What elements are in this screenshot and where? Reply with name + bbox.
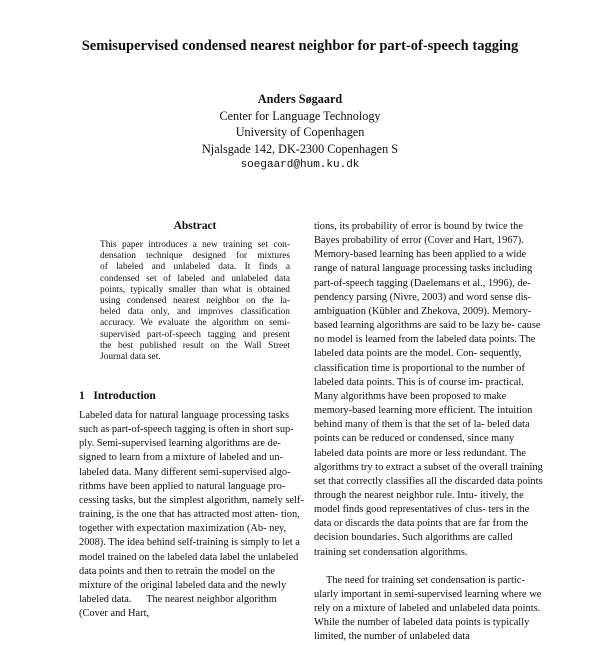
right-column-text: [314, 220, 546, 645]
body-line: cause no model is learned from the labeled data: [314, 320, 541, 346]
body-line: number of labeled data points. This is of course im-: [314, 362, 525, 388]
body-line: ters in the data or discards the data points that are far: [314, 504, 530, 530]
body-line: from the decision boundaries. Such algorithms are: [314, 518, 529, 544]
abstract-line: Journal data set.: [100, 352, 161, 363]
body-line: called training set condensation algorithms.: [314, 532, 513, 558]
paper-title: Semisupervised condensed nearest neighbor for part-of-speech tagging: [81, 38, 519, 54]
body-line: newly labeled data.: [79, 579, 287, 606]
abstract-line: accuracy. We evaluate the algorithm on semi-: [100, 318, 290, 329]
body-line: pendency parsing (Nivre, 2003) and word sense dis-: [314, 291, 531, 303]
abstract-line: using condensed nearest neighbor on the la-: [100, 296, 290, 307]
body-line: points. The labeled data points are the model. Con-: [314, 334, 536, 360]
body-line: intuition behind many of them is that the set of la-: [314, 405, 533, 431]
left-column-text: [79, 409, 308, 621]
abstract-line: This paper introduces a new training set con-: [100, 240, 290, 250]
abstract-line: points, typically smaller than what is obtained: [100, 284, 290, 295]
body-line: range of natural language processing tasks including: [314, 263, 533, 275]
abstract-line: supervised part-of-speech tagging and present: [100, 329, 290, 340]
body-line: practical. Many algorithms have been proposed to: [314, 376, 524, 402]
body-line: self-training, is the one that has attracted most atten-: [79, 494, 304, 521]
body-line: labeled data. Many different semi-supervised algo-: [79, 466, 291, 478]
affiliation-line: Njalsgade 142, DK-2300 Copenhagen S: [202, 141, 398, 156]
body-line: ambiguation (Kübler and Zhekova, 2009). Memory-: [314, 305, 532, 317]
abstract-line: densation technique designed for mixtures: [100, 251, 290, 262]
body-line: many labeled data points are more or less redundant.: [314, 433, 515, 459]
body-line: Memory-based learning has been applied to a wide: [314, 249, 527, 261]
body-line: sequently, classification time is proportional to the: [314, 348, 522, 374]
body-line: training set that correctly classifies all the discarded: [314, 461, 543, 487]
body-line: to let a model trained on the labeled data label the: [79, 537, 300, 563]
body-line: Labeled data for natural language processing tasks: [79, 410, 290, 421]
body-line: The nearest neighbor algorithm (Cover and Hart,: [79, 594, 277, 620]
body-line: ney, 2008). The idea behind self-training is simply: [79, 523, 287, 549]
abstract-line: beled data only, and improves classification: [100, 307, 290, 318]
abstract-body: [100, 240, 290, 363]
body-line: rithms have been applied to natural language pro-: [79, 480, 286, 492]
body-line: ply. Semi-supervised learning algorithms are de-: [79, 438, 281, 450]
body-line: we rely on a mixture of labeled and unlabeled data: [314, 588, 542, 615]
body-line: data points through the nearest neighbor rule. Intu-: [314, 475, 543, 501]
abstract-line: condensed set of labeled and unlabeled data: [100, 273, 290, 284]
section-heading: [79, 390, 156, 402]
paragraph-gap: [314, 560, 546, 574]
body-line: make memory-based learning more efficient. The: [314, 390, 507, 417]
body-line: based learning algorithms are said to be lazy be-: [314, 320, 515, 332]
body-line: itively, the model finds good representatives of clus-: [314, 489, 524, 516]
body-line: is typically limited, the number of unlabeled data: [314, 617, 530, 643]
body-line: such as part-of-speech tagging is often in short sup-: [79, 424, 294, 436]
abstract-line: of labeled and unlabeled data. It finds a: [100, 262, 290, 273]
body-line: part-of-speech tagging (Daelemans et al., 1996), de-: [314, 277, 531, 289]
body-line: tion, together with expectation maximization (Ab-: [79, 509, 300, 535]
section-number: 1: [79, 390, 85, 402]
affiliation-line: University of Copenhagen: [235, 125, 365, 139]
abstract-line: the best published result on the Wall Street: [100, 340, 290, 351]
abstract-heading: Abstract: [173, 220, 217, 232]
affiliation-line: Center for Language Technology: [219, 108, 381, 123]
body-line: points. While the number of labeled data points: [314, 603, 541, 629]
author-email: soegaard@hum.ku.dk: [240, 159, 360, 171]
body-line: cessing tasks, but the simplest algorithm, namely: [79, 494, 283, 506]
author-name: Anders Søgaard: [257, 92, 343, 106]
body-line: The need for training set condensation is partic-: [326, 574, 525, 586]
section-title: Introduction: [93, 390, 156, 402]
body-line: signed to learn from a mixture of labeled and un-: [79, 452, 283, 464]
author-block: [0, 91, 600, 174]
body-line: Bayes probability of error (Cover and Hart, 1967).: [314, 235, 524, 247]
body-line: tions, its probability of error is bound by twice the: [314, 221, 523, 232]
body-line: beled data points can be reduced or condensed, since: [314, 419, 530, 445]
body-line: ularly important in semi-supervised learning where: [314, 588, 527, 600]
body-line: on the mixture of the original labeled data and the: [79, 565, 275, 591]
body-line: The algorithms try to extract a subset of the overall: [314, 447, 526, 473]
body-line: unlabeled data points and then to retrain the model: [79, 551, 299, 577]
